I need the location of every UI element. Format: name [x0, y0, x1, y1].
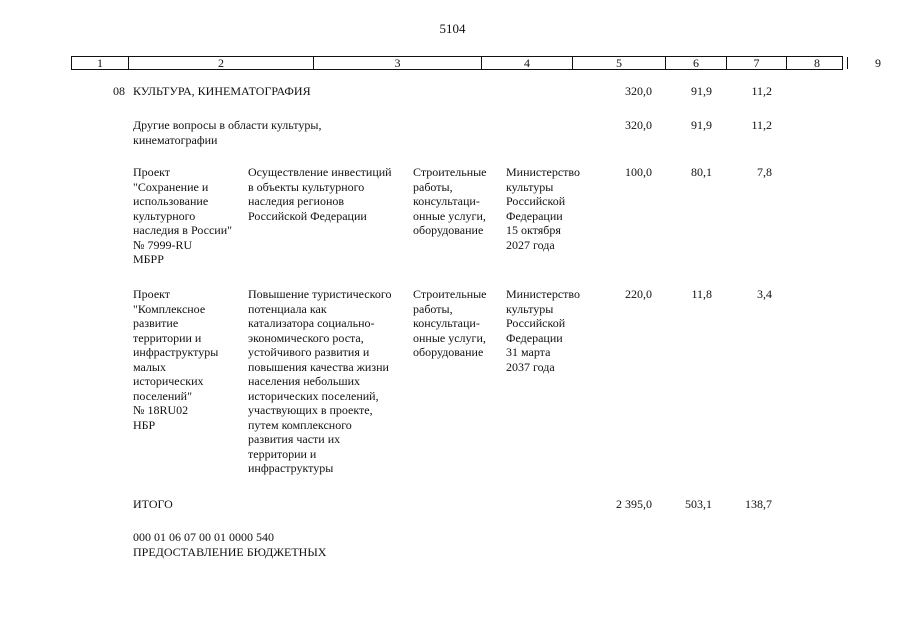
total-col8: 138,7	[745, 497, 772, 511]
header-col-7: 7	[726, 57, 786, 69]
column-number-header	[71, 56, 881, 70]
section-title: КУЛЬТУРА, КИНЕМАТОГРАФИЯ	[133, 84, 311, 98]
project-1-col8: 7,8	[757, 165, 772, 179]
next-title: ПРЕДОСТАВЛЕНИЕ БЮДЖЕТНЫХ	[133, 545, 327, 559]
project-1-col6: 100,0	[625, 165, 652, 179]
total-col6: 2 395,0	[616, 497, 652, 511]
section-code: 08	[113, 84, 125, 98]
next-code: 000 01 06 07 00 01 0000 540	[133, 530, 274, 544]
header-col-4: 4	[481, 57, 572, 69]
project-2-name: Проект "Комплексное развитие территории и инфраструктуры малых исторических поселений" № 18RU02 НБР	[133, 287, 219, 432]
subsection-col8: 11,2	[751, 118, 772, 132]
header-col-2: 2	[128, 57, 313, 69]
project-1-goal: Осуществление инвестиций в объекты культурного наследия регионов Российской Федерации	[248, 165, 392, 223]
project-1-type: Строительные работы, консультаци- онные услуги, оборудование	[413, 165, 487, 237]
header-col-5: 5	[572, 57, 665, 69]
project-2-type: Строительные работы, консультаци- онные услуги, оборудование	[413, 287, 487, 359]
subsection-title: Другие вопросы в области культуры, кинематографии	[133, 118, 322, 147]
project-2-col7: 11,8	[691, 287, 712, 301]
section-col8: 11,2	[751, 84, 772, 98]
total-label: ИТОГО	[133, 497, 173, 511]
header-col-3: 3	[313, 57, 481, 69]
project-2-goal: Повышение туристического потенциала как катализатора социально- экономического роста, устойчивого развития и повышения качества жизни населения небольших исторических поселений, участвующих в проекте, путем комплексного развития части их территории и инфраструктуры	[248, 287, 392, 475]
project-1-executor: Министерство культуры Российской Федерации 15 октября 2027 года	[506, 165, 580, 252]
header-col-8: 8	[786, 57, 847, 69]
header-col-1: 1	[97, 56, 103, 70]
subsection-col7: 91,9	[691, 118, 712, 132]
total-col7: 503,1	[685, 497, 712, 511]
project-1-name: Проект "Сохранение и использование культурного наследия в России" № 7999-RU МБРР	[133, 165, 233, 266]
section-col7: 91,9	[691, 84, 712, 98]
header-col-9: 9	[847, 57, 905, 69]
project-2-col8: 3,4	[757, 287, 772, 301]
project-2-col6: 220,0	[625, 287, 652, 301]
section-col6: 320,0	[625, 84, 652, 98]
project-1-col7: 80,1	[691, 165, 712, 179]
project-2-executor: Министерство культуры Российской Федерации 31 марта 2037 года	[506, 287, 580, 374]
page-number: 5104	[439, 21, 466, 36]
subsection-col6: 320,0	[625, 118, 652, 132]
header-col-6: 6	[665, 57, 726, 69]
